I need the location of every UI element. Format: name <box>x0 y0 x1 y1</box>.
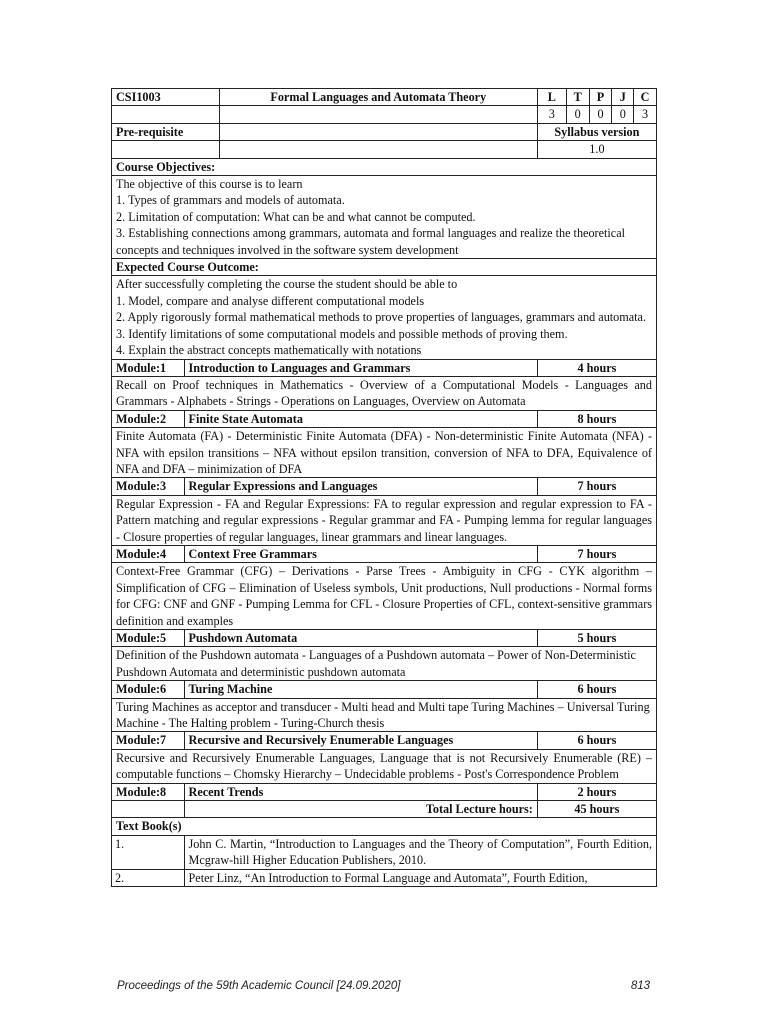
outcome-line: 3. Identify limitations of some computational models and possible methods of proving them. <box>116 326 568 341</box>
module-header-row <box>112 410 657 427</box>
textbook-number: 1. <box>112 835 185 869</box>
textbook-row <box>112 869 657 886</box>
module-label: Module:1 <box>112 359 185 376</box>
textbook-number: 2. <box>112 869 185 886</box>
ltpjc-value-j: 0 <box>612 106 634 123</box>
module-title: Regular Expressions and Languages <box>184 478 537 495</box>
module-label: Module:3 <box>112 478 185 495</box>
module-label: Module:5 <box>112 630 185 647</box>
module-title: Introduction to Languages and Grammars <box>184 359 537 376</box>
module-hours: 7 hours <box>537 478 656 495</box>
module-label: Module:2 <box>112 410 185 427</box>
module-header-row <box>112 630 657 647</box>
module-content: Turing Machines as acceptor and transducer - Multi head and Multi tape Turing Machines – Universal Turing Machine - The Halting problem - Turing-Church thesis <box>112 698 657 732</box>
ltpjc-value-l: 3 <box>537 106 566 123</box>
objectives-title: Course Objectives: <box>112 158 657 175</box>
module-title: Finite State Automata <box>184 410 537 427</box>
version-row <box>112 141 657 158</box>
textbook-text: John C. Martin, “Introduction to Languages and the Theory of Computation”, Fourth Edition, Mcgraw-hill Higher Education Publishers, 2010. <box>184 835 656 869</box>
ltpjc-value-p: 0 <box>589 106 612 123</box>
module-header-row <box>112 783 657 800</box>
syllabus-table <box>111 88 657 887</box>
course-code: CSI1003 <box>112 89 220 106</box>
outcome-line: After successfully completing the course the student should be able to <box>116 277 458 292</box>
page-number: 813 <box>630 980 650 992</box>
syllabus-version-value: 1.0 <box>537 141 656 158</box>
module-label: Module:4 <box>112 545 185 562</box>
module-hours: 2 hours <box>537 783 656 800</box>
module-hours: 5 hours <box>537 630 656 647</box>
ltpjc-header-c: C <box>634 89 657 106</box>
objective-line: 1. Types of grammars and models of automata. <box>116 193 345 208</box>
objective-line: 2. Limitation of computation: What can be and what cannot be computed. <box>116 209 476 224</box>
ltpjc-header-t: T <box>566 89 589 106</box>
module-title: Pushdown Automata <box>184 630 537 647</box>
ltpjc-value-t: 0 <box>566 106 589 123</box>
ltpjc-value-c: 3 <box>634 106 657 123</box>
module-hours: 6 hours <box>537 681 656 698</box>
module-title: Recursive and Recursively Enumerable Languages <box>184 732 537 749</box>
footer-proceedings: Proceedings of the 59th Academic Council [24.09.2020] <box>117 980 401 992</box>
module-header-row <box>112 478 657 495</box>
module-title: Turing Machine <box>184 681 537 698</box>
module-hours: 6 hours <box>537 732 656 749</box>
page-footer <box>117 980 650 992</box>
ltpjc-header-j: J <box>612 89 634 106</box>
module-header-row <box>112 681 657 698</box>
module-content: Recursive and Recursively Enumerable Languages, Language that is not Recursively Enumerable (RE) – computable functions – Chomsky Hierarchy – Undecidable problems - Post's Correspondence Problem <box>112 749 657 783</box>
module-header-row <box>112 359 657 376</box>
outcomes-body <box>112 276 657 359</box>
objective-line: 3. Establishing connections among grammars, automata and formal languages and realize the theoretical concepts and techniques involved in the software system development <box>116 226 625 257</box>
syllabus-sheet <box>111 88 657 887</box>
ltpjc-header-l: L <box>537 89 566 106</box>
textbooks-title: Text Book(s) <box>112 818 657 835</box>
total-label: Total Lecture hours: <box>184 801 537 818</box>
module-header-row <box>112 545 657 562</box>
textbook-text: Peter Linz, “An Introduction to Formal Language and Automata”, Fourth Edition, <box>184 869 656 886</box>
outcome-line: 1. Model, compare and analyse different computational models <box>116 293 425 308</box>
textbook-row <box>112 835 657 869</box>
module-label: Module:8 <box>112 783 185 800</box>
module-label: Module:7 <box>112 732 185 749</box>
module-content: Recall on Proof techniques in Mathematics - Overview of a Computational Models - Languages and Grammars - Alphabets - Strings - Operations on Languages, Overview on Automata <box>112 376 657 410</box>
outcomes-title: Expected Course Outcome: <box>112 259 657 276</box>
module-hours: 8 hours <box>537 410 656 427</box>
module-content: Definition of the Pushdown automata - Languages of a Pushdown automata – Power of Non-Deterministic Pushdown Automata and deterministic pushdown automata <box>112 647 657 681</box>
outcome-line: 4. Explain the abstract concepts mathematically with notations <box>116 343 422 358</box>
module-header-row <box>112 732 657 749</box>
syllabus-version-label: Syllabus version <box>537 123 656 140</box>
module-label: Module:6 <box>112 681 185 698</box>
prereq-label: Pre-requisite <box>112 123 220 140</box>
total-hours: 45 hours <box>537 801 656 818</box>
total-row <box>112 801 657 818</box>
module-content: Finite Automata (FA) - Deterministic Finite Automata (DFA) - Non-deterministic Finite Automata (NFA) - NFA with epsilon transitions – NFA without epsilon transition, conversion of NFA to DFA, Equivalence of NFA and DFA – minimization of DFA <box>112 428 657 478</box>
ltpjc-values-row <box>112 106 657 123</box>
module-content: Context-Free Grammar (CFG) – Derivations - Parse Trees - Ambiguity in CFG - CYK algorithm – Simplification of CFG – Elimination of Useless symbols, Unit productions, Null productions - Normal forms for CFG: CNF and GNF - Pumping Lemma for CFL - Closure Properties of CFL, context-sensitive grammars definition and examples <box>112 563 657 630</box>
module-hours: 7 hours <box>537 545 656 562</box>
module-hours: 4 hours <box>537 359 656 376</box>
module-title: Recent Trends <box>184 783 537 800</box>
outcome-line: 2. Apply rigorously formal mathematical methods to prove properties of languages, grammars and automata. <box>116 310 647 325</box>
module-title: Context Free Grammars <box>184 545 537 562</box>
objectives-body <box>112 176 657 259</box>
prereq-row <box>112 123 657 140</box>
course-title: Formal Languages and Automata Theory <box>219 89 537 106</box>
course-header-row <box>112 89 657 106</box>
objective-line: The objective of this course is to learn <box>116 177 303 192</box>
ltpjc-header-p: P <box>589 89 612 106</box>
module-content: Regular Expression - FA and Regular Expressions: FA to regular expression and regular expression to FA - Pattern matching and regular expressions - Regular grammar and FA - Pumping lemma for regular languages - Closure properties of regular languages, linear grammars and linear languages. <box>112 495 657 545</box>
